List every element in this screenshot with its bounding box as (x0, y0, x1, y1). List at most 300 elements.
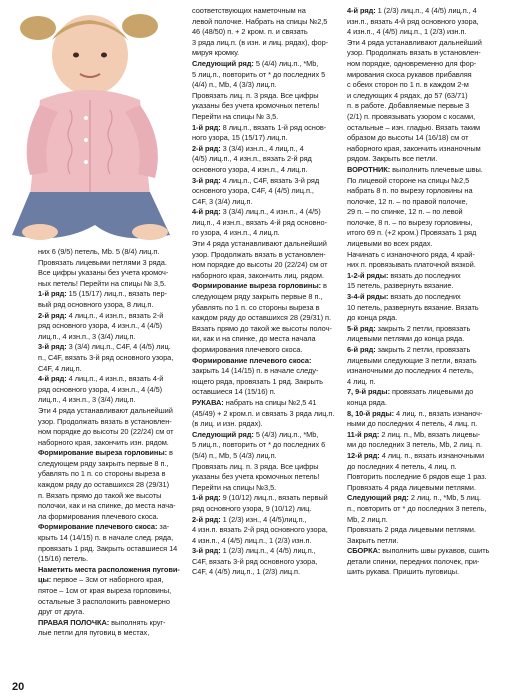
text-line (192, 430, 344, 441)
bold-label: Формирование плечевого скоса: (38, 522, 158, 532)
line-text: выполнять круг- (109, 617, 166, 627)
text-line (192, 387, 344, 398)
text-line (38, 406, 184, 417)
text-line (38, 332, 184, 343)
text-line (192, 260, 344, 271)
bold-label: Следующий ряд: (347, 493, 409, 503)
text-line (347, 281, 517, 292)
text-line (192, 239, 344, 250)
bold-label: 1-й ряд: (38, 289, 67, 299)
line-text: основного узора, C4F, 4 (4/5) лиц.п., (192, 186, 314, 196)
line-text: (2/1) п. провязывать узором с косами, (347, 111, 476, 121)
text-line (192, 38, 344, 49)
line-text: 2 лиц. п., Мb, вязать лицевы- (379, 429, 481, 439)
text-line (347, 493, 517, 504)
text-line (192, 281, 344, 292)
text-line (347, 260, 517, 271)
text-line (347, 250, 517, 261)
line-text: 5 лиц.п., повторить от * до последних 5 (192, 69, 326, 79)
line-text: в (167, 448, 173, 458)
line-text: наборного края, закончить изн. рядом. (38, 437, 169, 447)
text-line (192, 154, 344, 165)
line-text: 3 (3/4) лиц.п., 4 изн.п., 4 (4/5) (220, 207, 321, 217)
line-text: каждом ряду до оставшихся 28 (29/31) (38, 480, 170, 490)
text-line (192, 144, 344, 155)
text-line (38, 607, 184, 618)
line-text: Эти 4 ряда устанавливают дальнейший (347, 37, 482, 47)
line-text: выполнить плечевые швы. (390, 164, 483, 174)
line-text: лиц.п., 4 изн.п., вязать 4-й ряд основно- (192, 217, 328, 227)
bold-label: 8, 10-й ряды: (347, 408, 395, 418)
text-line (192, 334, 344, 345)
text-line (38, 438, 184, 449)
line-text: п., повторить от * до последних 3 петель, (347, 503, 487, 513)
line-text: закрыть 2 петли, провязать (375, 345, 471, 354)
text-line (347, 154, 517, 165)
line-text: ряд основного узора, 4 изн.п., 4 (4/5) (38, 384, 163, 394)
text-line (192, 112, 344, 123)
bold-label: Следующий ряд: (192, 429, 254, 439)
text-line (347, 70, 517, 81)
line-text: ных петель! Перейти на спицы № 3,5. (38, 278, 167, 288)
line-text: них п. провязывать платочной вязкой. (347, 260, 476, 270)
text-line (192, 345, 344, 356)
line-text: Закрыть петли. (347, 535, 399, 545)
text-line (192, 6, 344, 17)
line-text: 3 (3/4) лиц.п., C4F, 4 (4/5) лиц. (66, 342, 171, 352)
line-text: Повторить последние 6 рядов еще 1 раз. (347, 472, 487, 482)
line-text: Провязать 2 ряда лицевыми петлями. (347, 525, 476, 535)
text-line (347, 165, 517, 176)
line-text: формирования плечевого скоса. (192, 345, 303, 354)
bold-label: 4-й ряд: (38, 374, 67, 384)
text-line (192, 398, 344, 409)
line-text: Эти 4 ряда устанавливают дальнейший (192, 239, 327, 249)
line-text: остальные 3 расположить равномерно (38, 596, 170, 606)
bold-label: Формирование выреза горловины: (38, 448, 167, 458)
line-text: C4F, 4 лиц.п. (38, 363, 82, 373)
text-line (192, 462, 344, 473)
text-line (38, 575, 184, 586)
text-line (192, 515, 344, 526)
line-text: вязать до последних (388, 270, 461, 280)
text-line (347, 271, 517, 282)
line-text: пятое – 1см от края выреза горловины, (38, 586, 172, 595)
line-text: Мb, 2 лиц.п. (347, 514, 388, 524)
line-text: C4F, 4 (4/5) лиц.п., 1 (2/3) лиц.п. (192, 567, 300, 577)
bold-label: 2-й ряд: (192, 514, 221, 524)
text-line (347, 387, 517, 398)
line-text: Все цифры указаны без учета кромоч- (38, 268, 169, 278)
text-line (38, 374, 184, 385)
text-line (38, 618, 184, 629)
text-line (192, 324, 344, 335)
line-text: узор. Продолжать вязать в установлен- (192, 249, 326, 259)
text-line (347, 345, 517, 356)
text-line (38, 491, 184, 502)
text-line (347, 176, 517, 187)
line-text: следующем ряду закрыть первые 8 п., (38, 458, 169, 468)
line-text: ном порядке до высоты 20 (22/24) см от (38, 427, 174, 437)
line-text: крыть 14 (14/15) п. в начале след. ряда, (38, 533, 174, 543)
line-text: Перейти на спицы №3,5. (192, 482, 277, 492)
text-line (38, 321, 184, 332)
bold-label: 4-й ряд: (347, 6, 376, 15)
text-line (347, 91, 517, 102)
line-text: 8 лиц.п., вязать 1-й ряд основ- (220, 122, 327, 132)
text-line (38, 597, 184, 608)
text-line (347, 133, 517, 144)
line-text: 4 лиц. п. (347, 376, 376, 386)
text-line (38, 501, 184, 512)
line-text: убавлять по 1 п. со стороны выреза в (38, 469, 166, 479)
line-text: левой полочке. Набрать на спицы №2,5 (192, 16, 328, 26)
line-text: изн.п., вязать 4-й ряд основного узора, (347, 16, 479, 26)
text-line (347, 430, 517, 441)
line-text: (4/5) лиц.п., 4 изн.п., вязать 2-й ряд (192, 154, 312, 164)
text-line (38, 448, 184, 459)
line-text: узор. Продолжать вязать в установлен- (347, 48, 481, 58)
line-text: (в лиц. и изн. рядах). (192, 419, 263, 429)
line-text: основного узора, 4 изн.п., 4 лиц.п. (192, 164, 308, 174)
text-line (38, 565, 184, 576)
line-text: узор. Продолжать вязать в установлен- (38, 416, 172, 426)
line-text: Провязать лиц. п. 3 ряда. Все цифры (192, 90, 319, 100)
line-text: провязать лицевыми до (389, 387, 474, 397)
line-text: конца ряда. (347, 397, 387, 407)
line-text: оставшиеся 14 (15/16) п. (192, 387, 276, 397)
text-line (347, 462, 517, 473)
text-column-3 (347, 6, 517, 578)
line-text: каждом ряду до оставшихся 28 (29/31) п. (192, 313, 331, 323)
line-text: наборного края, закончить лиц. рядом. (192, 270, 324, 280)
line-text: Вязать прямо до такой же высоты полоч- (192, 323, 332, 333)
text-line (347, 80, 517, 91)
bold-label: 1-2-й ряды: (347, 270, 389, 280)
bold-label: 3-й ряд: (192, 546, 221, 556)
line-text: Провязать лицевыми петлями 3 ряда. (38, 257, 167, 267)
bold-label: 4-й ряд: (192, 207, 221, 217)
line-text: ряд основного узора, 4 изн.п., 4 (4/5) (38, 321, 163, 331)
text-line (192, 17, 344, 28)
line-text: вязать до последних (388, 292, 461, 302)
text-line (347, 546, 517, 557)
text-line (192, 176, 344, 187)
text-line (192, 186, 344, 197)
text-line (38, 289, 184, 300)
text-line (347, 144, 517, 155)
baby-photo (0, 0, 184, 246)
text-line (347, 186, 517, 197)
line-text: 3 (3/4) изн.п., 4 лиц.п., 4 (220, 143, 304, 153)
line-text: остальные – изн. гладью. Вязать таким (347, 122, 481, 132)
bold-label: Наметить места расположения пугови- (38, 564, 180, 574)
line-text: указаны без учета кромочных петель! (192, 101, 320, 111)
line-text: ного узора, 15 (15/17) лиц.п. (192, 133, 288, 143)
line-text: 1 (2/3) изн., 4 (4/5)лиц.п., (220, 514, 307, 524)
line-text: наборного края, закончить изнаночным (347, 143, 481, 153)
text-line (192, 218, 344, 229)
line-text: итого 69 п. (+2 кром.) Провязать 1 ряд (347, 228, 477, 238)
bold-label: РУКАВА: (192, 397, 224, 407)
text-line (347, 197, 517, 208)
text-line (347, 38, 517, 49)
line-text: 3 ряда лиц.п. (в изн. и лиц. рядах), фор- (192, 37, 329, 47)
text-column-1 (38, 247, 184, 639)
text-line (192, 451, 344, 462)
text-line (38, 522, 184, 533)
text-line (192, 557, 344, 568)
line-text: рядом. Закрыть все петли. (347, 154, 438, 164)
text-line (192, 27, 344, 38)
text-line (347, 515, 517, 526)
line-text: ными до последних 4 петель, 4 лиц. п. (347, 419, 478, 429)
line-text: 15 петель, развернуть вязание. (347, 281, 454, 291)
line-text: Провязать лиц. п. 3 ряда. Все цифры (192, 461, 319, 471)
text-line (347, 59, 517, 70)
text-line (347, 239, 517, 250)
line-text: 5 (4/3) лиц.п., *Mb, (253, 429, 319, 439)
line-text: них 6 (9/5) петель, Мb. 5 (8/4) лиц.п. (38, 247, 160, 256)
text-line (347, 504, 517, 515)
bold-label: Формирование выреза горловины: (192, 281, 321, 291)
line-text: го узора, 4 изн.п., 4 лиц.п. (192, 228, 280, 238)
line-text: 10 петель, развернуть вязание. Вязать (347, 302, 479, 312)
line-text: Перейти на спицы № 3,5. (192, 111, 279, 121)
text-line (192, 313, 344, 324)
page-number: 20 (12, 681, 25, 693)
bold-label: 7, 9-й ряды: (347, 387, 390, 397)
text-line (38, 300, 184, 311)
line-text: выполнить швы рукавов, сшить (380, 546, 490, 556)
text-line (38, 268, 184, 279)
text-line (38, 459, 184, 470)
text-line (192, 504, 344, 515)
bold-label: СБОРКА: (347, 546, 381, 556)
text-line (38, 544, 184, 555)
text-line (347, 451, 517, 462)
text-line (192, 165, 344, 176)
line-text: следующем ряду закрыть первые 8 п., (192, 292, 323, 302)
bold-label: 5-й ряд: (347, 323, 376, 333)
text-line (192, 419, 344, 430)
bold-label: 2-й ряд: (38, 310, 67, 320)
line-text: ми до последних 3 петель, Мb, 2 лиц. п. (347, 440, 482, 450)
text-line (347, 356, 517, 367)
text-line (38, 279, 184, 290)
line-text: 5 (4/4) лиц.п., *Mb, (253, 58, 319, 68)
text-line (38, 247, 184, 258)
text-line (192, 409, 344, 420)
line-text: C4F, 3 (3/4) лиц.п. (192, 196, 253, 206)
line-text: вый ряд основного узора, 8 лиц.п. (38, 299, 154, 309)
text-line (192, 493, 344, 504)
line-text: лиц.п., 4 изн.п., 3 (3/4) лиц.п. (38, 395, 136, 405)
line-text: C4F, вязать 3-й ряд основного узора, (192, 556, 318, 566)
line-text: (4/4) п., Мb, 4 (3/3) лиц.п. (192, 80, 277, 90)
text-line (347, 17, 517, 28)
bold-label: Формирование плечевого скоса: (192, 355, 312, 365)
text-line (347, 398, 517, 409)
text-line (192, 59, 344, 70)
baby-illustration (0, 0, 184, 246)
line-text: детали спинки, передних полочек, при- (347, 556, 480, 566)
bold-label: 3-й ряд: (38, 342, 67, 352)
line-text: лицевыми петлями до конца ряда. (347, 334, 465, 344)
line-text: закрыть 14 (14/15) п. в начале следу- (192, 366, 319, 376)
text-line (347, 6, 517, 17)
text-line (38, 628, 184, 639)
line-text: 2 лиц. п., *Mb, 5 лиц. (408, 493, 481, 503)
text-line (347, 228, 517, 239)
bold-label: 3-й ряд: (192, 175, 221, 185)
text-line (192, 356, 344, 367)
text-line (38, 427, 184, 438)
line-text: Провязать 4 ряда лицевыми петлями. (347, 482, 476, 492)
line-text: (45/49) + 2 кром.п. и связать 3 ряда лиц.п. (192, 408, 335, 418)
line-text: 4 изн.п. вязать 2-й ряд основного узора, (192, 525, 328, 535)
bold-label: Следующий ряд: (192, 58, 254, 68)
text-line (347, 377, 517, 388)
line-text: закрыть 2 петли, провязать (375, 323, 471, 333)
text-line (38, 480, 184, 491)
line-text: ном порядке, одновременно для фор- (347, 58, 477, 68)
line-text: шить рукава. Пришить пуговицы. (347, 567, 460, 577)
text-line (192, 250, 344, 261)
text-line (347, 472, 517, 483)
text-line (192, 91, 344, 102)
line-text: лицевыми следующие 3 петли, вязать (347, 355, 477, 365)
text-line (38, 395, 184, 406)
line-text: 4 изн.п., 4 (4/5) лиц.п., 1 (2/3) изн.п. (347, 27, 467, 37)
text-line (192, 70, 344, 81)
text-line (192, 377, 344, 388)
bold-label: 1-й ряд: (192, 122, 221, 132)
text-line (347, 483, 517, 494)
line-text: мируя кромку. (192, 48, 240, 58)
line-text: мирования скоса рукавов прибавляя (347, 69, 472, 79)
text-line (192, 546, 344, 557)
bold-label: 12-й ряд: (347, 450, 380, 460)
line-text: п. Вязать прямо до такой же высоты (38, 490, 162, 500)
line-text: 4 лиц.п., 4 изн.п., вязать 2-й (66, 310, 164, 320)
text-line (192, 207, 344, 218)
line-text: лые петли для пуговиц в местах, (38, 628, 150, 638)
text-line (347, 567, 517, 578)
text-line (38, 342, 184, 353)
text-line (347, 101, 517, 112)
bold-label: 1-й ряд: (192, 493, 221, 503)
bold-label: ПРАВАЯ ПОЛОЧКА: (38, 617, 110, 627)
text-line (347, 334, 517, 345)
line-text: ряд основного узора, 9 (10/12) лиц. (192, 503, 312, 513)
text-line (347, 440, 517, 451)
text-line (38, 353, 184, 364)
text-line (347, 123, 517, 134)
line-text: 4 лиц. п., вязать изнаноч- (394, 408, 483, 418)
text-line (192, 567, 344, 578)
line-text: 29 п. – по спинке, 12 п. – по левой (347, 207, 463, 217)
line-text: с обеих сторон по 1 п. в каждом 2-м (347, 80, 469, 90)
line-text: 9 (10/12) лиц.п., вязать первый (220, 493, 328, 503)
line-text: соответствующих наметочным на (192, 6, 306, 15)
line-text: ла формирования плечевого скоса. (38, 511, 159, 521)
line-text: полочки, как и на спинке, до места нача- (38, 501, 176, 511)
line-text: полочке, 8 п. – по вырезу горловины, (347, 217, 473, 227)
line-text: до последних 4 петель, 4 лиц. п. (347, 461, 457, 471)
text-line (38, 586, 184, 597)
line-text: (5/4) п., Мb, 5 (4/3) лиц.п. (192, 450, 277, 460)
text-line (192, 440, 344, 451)
text-line (347, 27, 517, 38)
text-line (38, 311, 184, 322)
text-line (347, 366, 517, 377)
bold-label: цы: (38, 575, 52, 585)
text-line (192, 525, 344, 536)
text-line (192, 48, 344, 59)
text-line (347, 292, 517, 303)
line-text: 5 лиц.п., повторить от * до последних 6 (192, 440, 326, 450)
line-text: 4 лиц.п., 4 изн.п., вязать 4-й (66, 374, 164, 384)
line-text: Эти 4 ряда устанавливают дальнейший (38, 405, 173, 415)
line-text: п., C4F, вязать 3-й ряд основного узора, (38, 352, 174, 362)
line-text: изнаночными до последних 4 петель, (347, 366, 474, 376)
line-text: ки, как и на спинке, до места начала (192, 334, 316, 344)
text-line (347, 557, 517, 568)
line-text: лицевыми во всех рядах. (347, 239, 433, 249)
line-text: набрать на спицы №2,5 41 (223, 397, 317, 407)
text-line (192, 292, 344, 303)
text-line (347, 303, 517, 314)
text-line (38, 512, 184, 523)
line-text: образом до высоты 14 (16/18) см от (347, 133, 469, 143)
text-line (347, 536, 517, 547)
bold-label: 3-4-й ряды: (347, 292, 389, 302)
text-line (192, 133, 344, 144)
text-line (38, 417, 184, 428)
bold-label: 11-й ряд: (347, 429, 380, 439)
line-text: набрать 8 п. по вырезу горловины на (347, 186, 473, 196)
line-text: друг от друга. (38, 607, 85, 617)
text-line (347, 218, 517, 229)
text-line (347, 207, 517, 218)
line-text: указаны без учета кромочных петель! (192, 472, 320, 482)
line-text: лиц.п., 4 изн.п., 3 (3/4) лиц.п. (38, 331, 136, 341)
line-text: 1 (2/3) лиц.п., 4 (4/5) лиц.п., 4 (375, 6, 477, 15)
text-line (192, 366, 344, 377)
text-line (192, 228, 344, 239)
line-text: (15/16) петель. (38, 554, 88, 564)
line-text: провязать 1 ряд. Закрыть оставшиеся 14 (38, 543, 178, 553)
text-line (347, 525, 517, 536)
text-line (192, 303, 344, 314)
text-line (347, 324, 517, 335)
line-text: Начинать с изнаночного ряда, 4 край- (347, 249, 475, 259)
text-line (192, 80, 344, 91)
text-line (192, 483, 344, 494)
line-text: убавлять по 1 п. со стороны выреза в (192, 302, 320, 312)
text-line (192, 101, 344, 112)
line-text: 46 (48/50) п. + 2 кром. п. и связать (192, 27, 308, 37)
text-line (38, 554, 184, 565)
text-line (38, 469, 184, 480)
text-line (192, 197, 344, 208)
text-line (192, 123, 344, 134)
text-line (192, 536, 344, 547)
line-text: в (321, 281, 327, 291)
line-text: 4 изн.п., 4 (4/5) лиц.п., 1 (2/3) изн.п. (192, 535, 312, 545)
line-text: 4 лиц. п., вязать изнаночными (379, 450, 485, 460)
